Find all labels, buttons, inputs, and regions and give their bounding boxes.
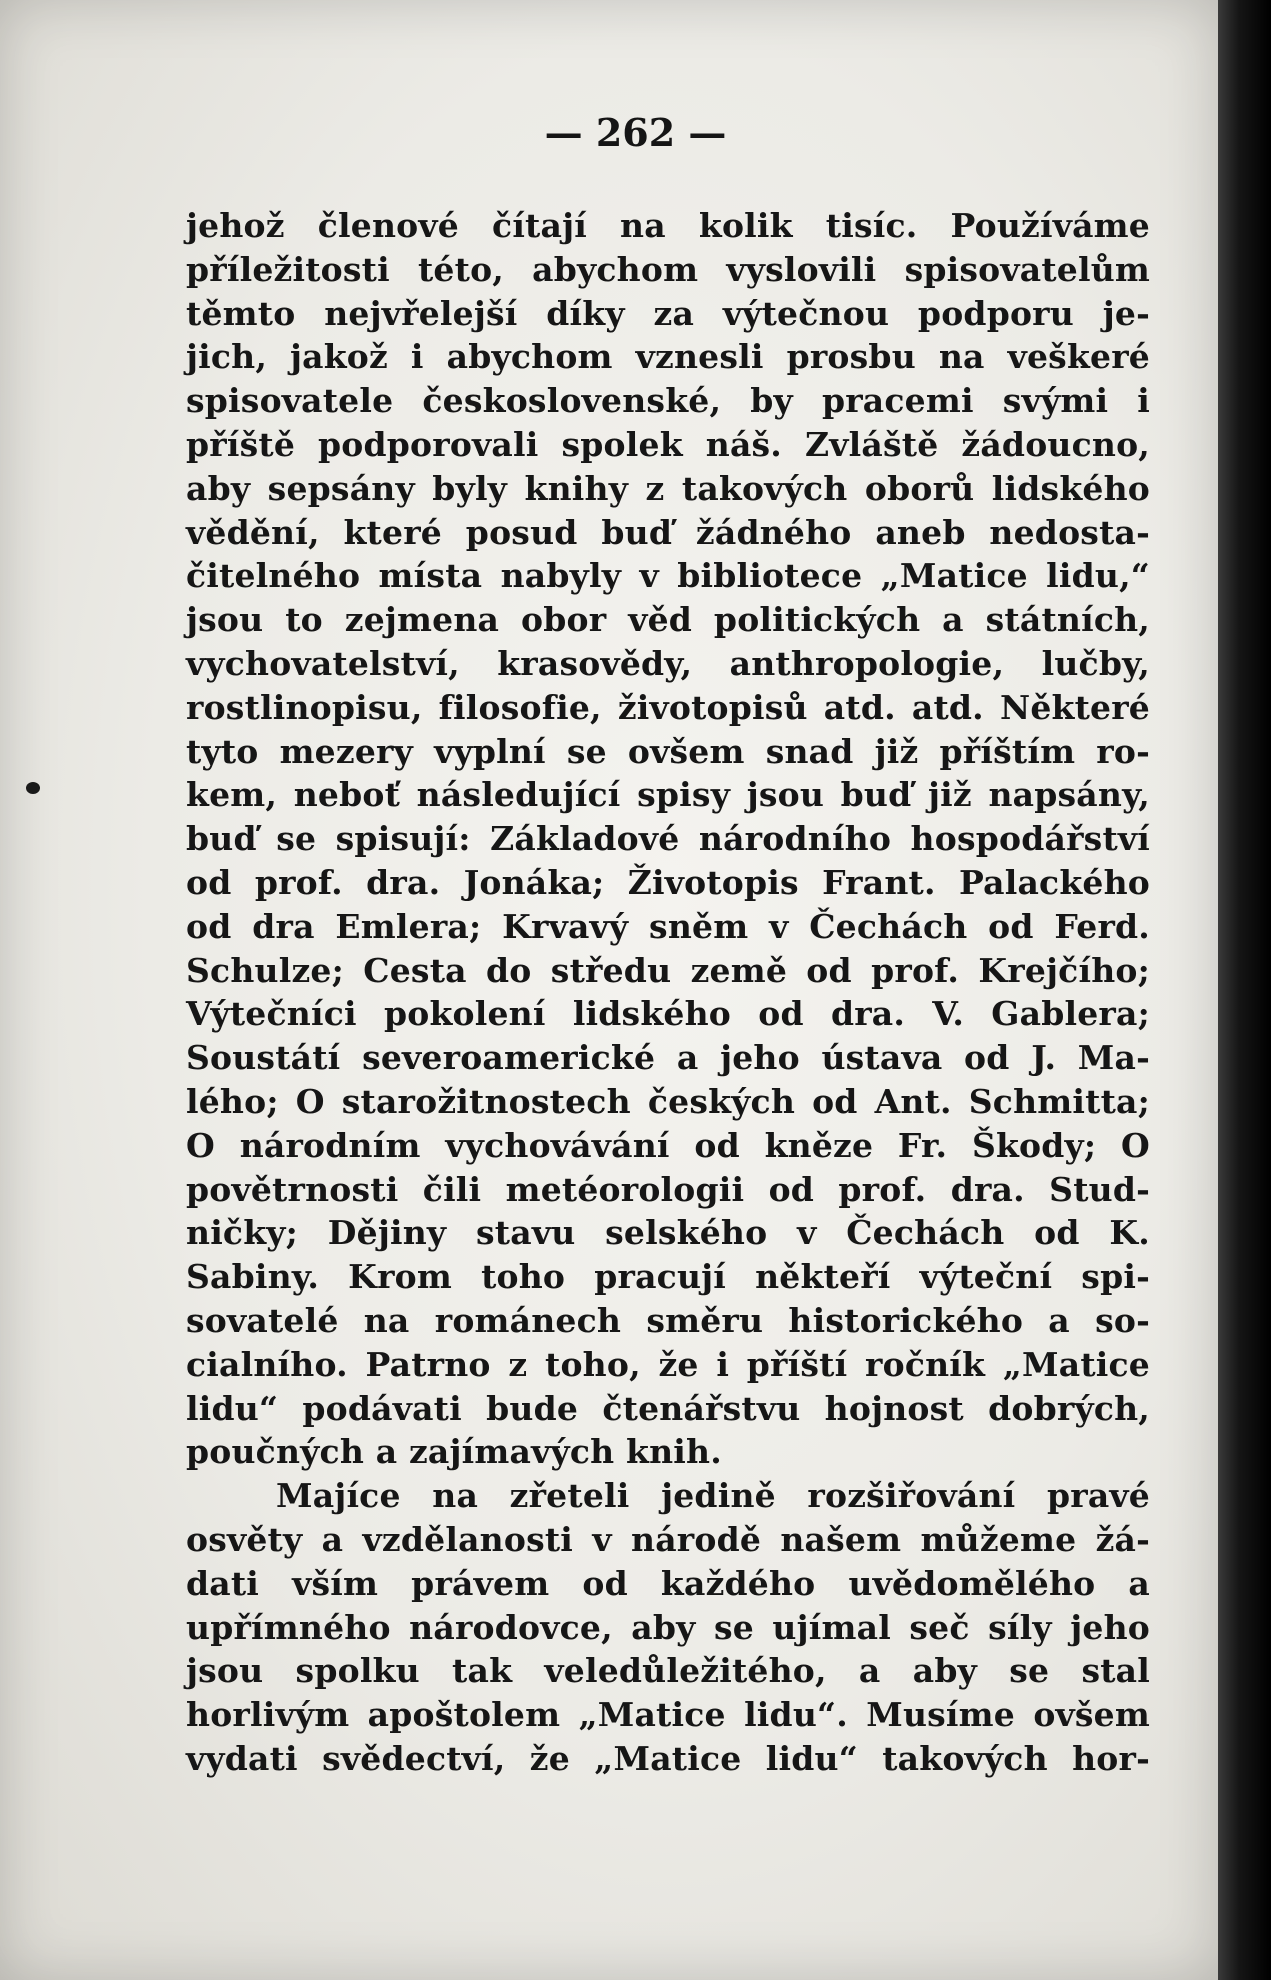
page-edge	[1218, 0, 1271, 1980]
text-line: těmto nejvřelejší díky za výtečnou podporu je-	[186, 293, 1150, 333]
paragraph-last-line: poučných a zajímavých knih.	[186, 1432, 722, 1472]
text-line: příležitosti této, abychom vyslovili spisovatelům	[186, 249, 1150, 289]
text-line: od dra Emlera; Krvavý sněm v Čechách od Ferd.	[186, 906, 1150, 946]
text-line: kem, neboť následující spisy jsou buď již napsány,	[186, 775, 1150, 815]
text-line: buď se spisují: Základové národního hospodářství	[186, 819, 1150, 859]
text-line: O národním vychovávání od kněze Fr. Škody; O	[186, 1125, 1150, 1165]
text-line: jehož členové čítají na kolik tisíc. Používáme	[186, 206, 1150, 245]
text-line: příště podporovali spolek náš. Zvláště žádoucno,	[186, 424, 1150, 464]
text-line: Schulze; Cesta do středu země od prof. Krejčího;	[186, 950, 1150, 990]
text-line: lého; O starožitnostech českých od Ant. Schmitta;	[186, 1081, 1150, 1121]
text-line: aby sepsány byly knihy z takových oborů lidského	[186, 468, 1150, 508]
text-line: osvěty a vzdělanosti v národě našem můžeme žá-	[186, 1519, 1150, 1559]
text-line: tyto mezery vyplní se ovšem snad již příštím ro-	[186, 731, 1150, 771]
body-text	[186, 204, 1150, 1781]
text-line: čitelného místa nabyly v bibliotece „Matice lidu,“	[186, 556, 1150, 596]
text-line: spisovatele československé, by pracemi svými i	[186, 381, 1150, 421]
text-line: od prof. dra. Jonáka; Životopis Frant. Palackého	[186, 862, 1150, 902]
text-line: lidu“ podávati bude čtenářstvu hojnost dobrých,	[186, 1388, 1150, 1428]
text-line: jich, jakož i abychom vznesli prosbu na veškeré	[186, 337, 1150, 377]
text-line: vydati svědectví, že „Matice lidu“ takových hor-	[186, 1738, 1150, 1778]
text-line: dati vším právem od každého uvědomělého a	[186, 1563, 1150, 1603]
text-line: Soustátí severoamerické a jeho ústava od J. Ma-	[186, 1038, 1150, 1078]
paragraph-first-line: Majíce na zřeteli jedině rozšiřování pravé	[276, 1476, 1150, 1516]
text-line: povětrnosti čili metéorologii od prof. dra. Stud-	[186, 1169, 1150, 1209]
text-line: rostlinopisu, filosofie, životopisů atd. atd. Některé	[186, 687, 1150, 727]
text-line: jsou spolku tak veledůležitého, a aby se stal	[186, 1651, 1150, 1691]
text-line: Sabiny. Krom toho pracují někteří výteční spi-	[186, 1257, 1150, 1297]
ink-stain	[26, 782, 40, 794]
text-line: Výtečníci pokolení lidského od dra. V. Gablera;	[186, 994, 1150, 1034]
text-line: vědění, které posud buď žádného aneb nedosta-	[186, 512, 1150, 552]
text-line: sovatelé na románech směru historického a so-	[186, 1300, 1150, 1340]
text-line: horlivým apoštolem „Matice lidu“. Musíme ovšem	[186, 1695, 1150, 1735]
text-line: upřímného národovce, aby se ujímal seč síly jeho	[186, 1607, 1150, 1647]
text-line: vychovatelství, krasovědy, anthropologie, lučby,	[186, 643, 1150, 683]
text-line: jsou to zejmena obor věd politických a státních,	[186, 600, 1150, 640]
text-line: ničky; Dějiny stavu selského v Čechách od K.	[186, 1213, 1150, 1253]
page-number: — 262 —	[544, 110, 727, 155]
text-line: cialního. Patrno z toho, že i příští ročník „Matice	[186, 1344, 1150, 1384]
